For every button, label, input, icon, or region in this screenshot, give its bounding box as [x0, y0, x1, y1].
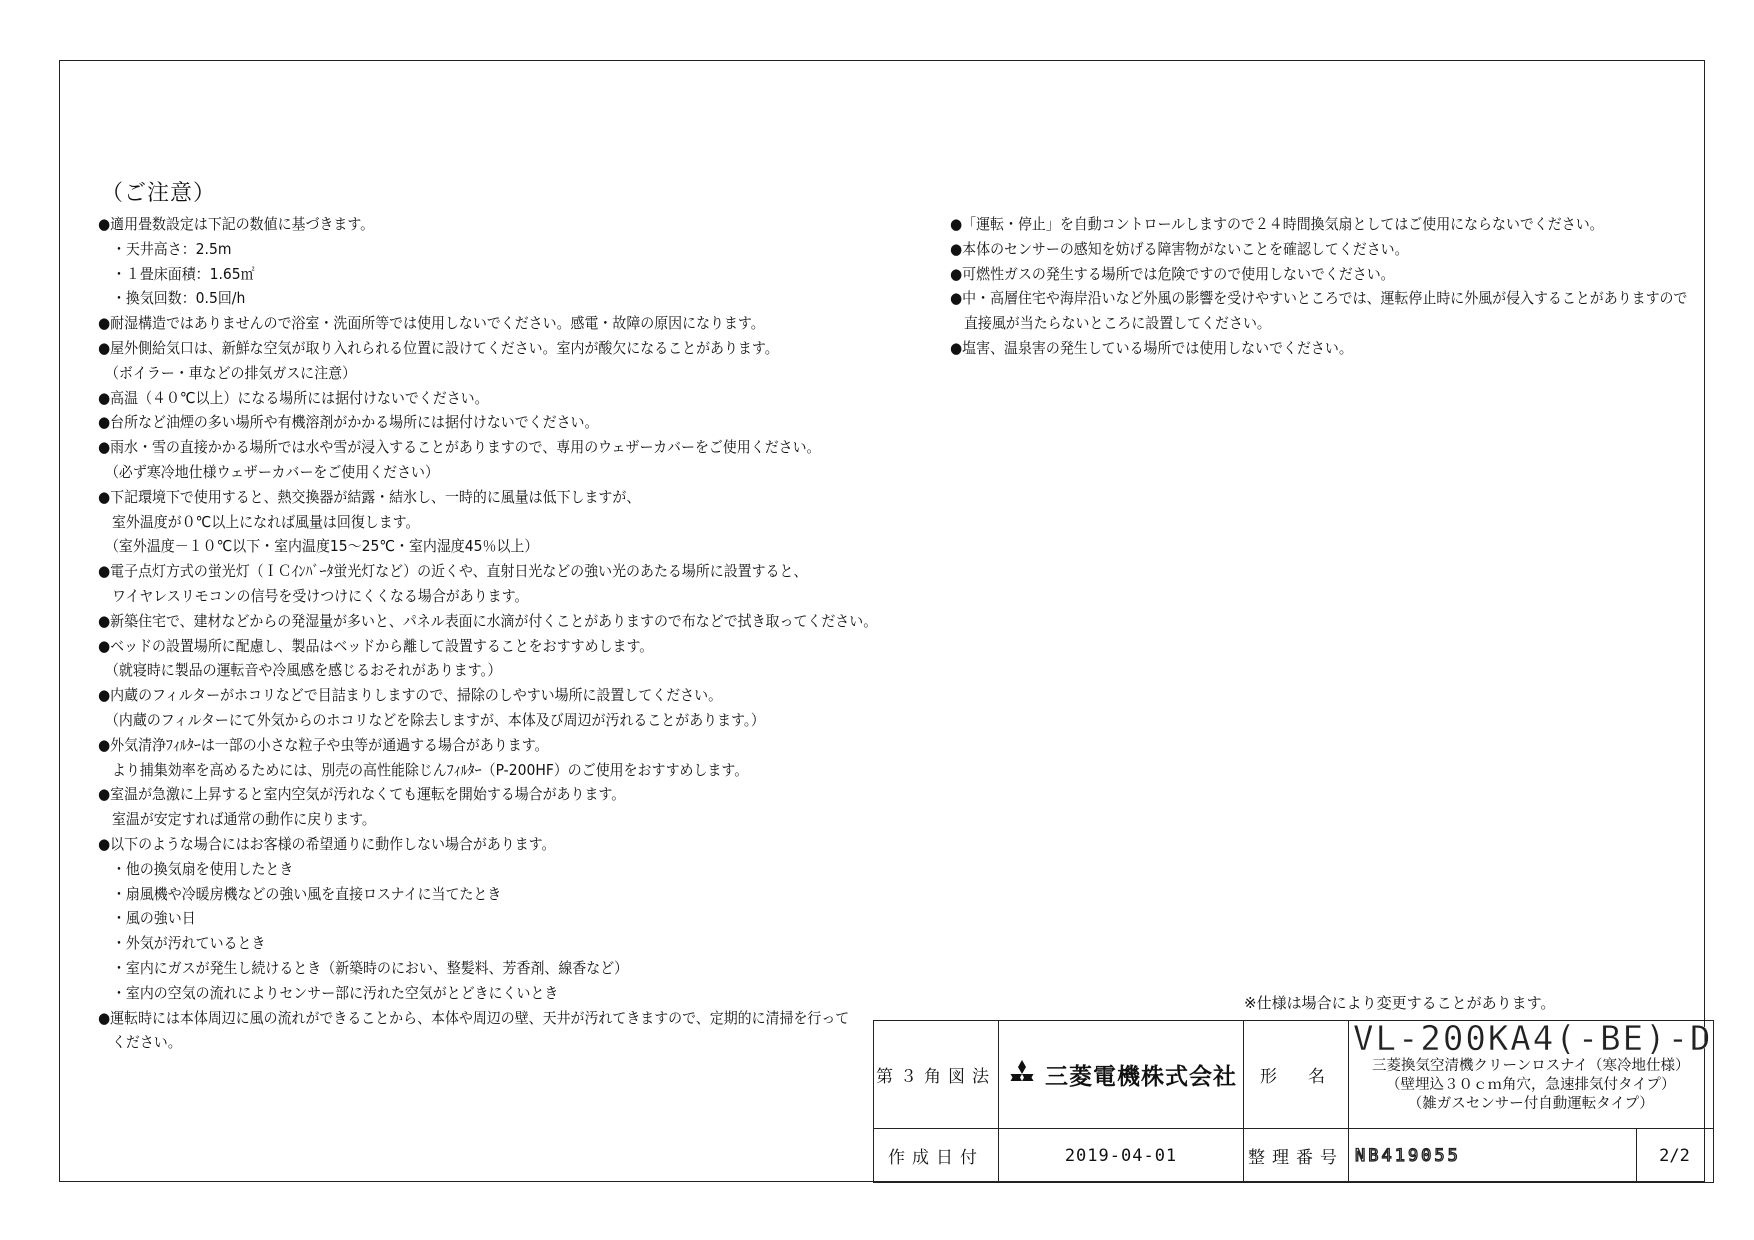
caution-line: ●台所など油煙の多い場所や有機溶剤がかかる場所には据付けないでください。 [98, 413, 599, 432]
caution-line: ・他の換気扇を使用したとき [98, 859, 294, 878]
caution-line: より捕集効率を高めるためには、別売の高性能除じんﾌｨﾙﾀｰ（P-200HF）のご使用をおすすめします。 [98, 760, 749, 779]
caution-line: ●雨水・雪の直接かかる場所では水や雪が浸入することがありますので、専用のウェザーカバーをご使用ください。 [98, 438, 821, 457]
caution-line: 室温が安定すれば通常の動作に戻ります。 [98, 810, 376, 829]
date-label: 作成日付 [874, 1129, 999, 1183]
caution-line: ・１畳床面積：1.65㎡ [98, 264, 255, 283]
mitsubishi-three-diamonds-icon [1005, 1060, 1039, 1090]
caution-line: ワイヤレスリモコンの信号を受けつけにくくなる場合があります。 [98, 586, 529, 605]
model-description-1: 三菱換気空清機クリーンロスナイ（寒冷地仕様） [1372, 1058, 1690, 1074]
sheet-number: 2/2 [1636, 1129, 1713, 1183]
caution-line: （就寝時に製品の運転音や冷風感を感じるおそれがあります。） [98, 661, 502, 680]
caution-line: ●中・高層住宅や海岸沿いなど外風の影響を受けやすいところでは、運転停止時に外風が侵入することがありますので [950, 289, 1688, 308]
caution-line: ・外気が汚れているとき [98, 934, 266, 953]
model-description-3: （雑ガスセンサー付自動運転タイプ） [1407, 1096, 1654, 1112]
caution-list-left [98, 212, 878, 1055]
caution-line: ●外気清浄ﾌｨﾙﾀｰは一部の小さな粒子や虫等が通過する場合があります。 [98, 735, 549, 754]
spec-change-note: ※仕様は場合により変更することがあります。 [1244, 994, 1556, 1012]
projection-method: 第３角図法 [874, 1021, 999, 1129]
caution-line: ●運転時には本体周辺に風の流れができることから、本体や周辺の壁、天井が汚れてきますので、定期的に清掃を行って [98, 1008, 850, 1027]
model-info [1349, 1021, 1714, 1129]
caution-line: ●本体のセンサーの感知を妨げる障害物がないことを確認してください。 [950, 239, 1409, 258]
caution-line: ●耐湿構造ではありませんので浴室・洗面所等では使用しないでください。感電・故障の原因になります。 [98, 314, 765, 333]
caution-line: （室外温度－１０℃以下・室内温度15～25℃・室内湿度45％以上） [98, 537, 539, 556]
caution-line: （内蔵のフィルターにて外気からのホコリなどを除去しますが、本体及び周辺が汚れることがあります。） [98, 710, 765, 729]
drawing-number: NB419055 [1349, 1129, 1637, 1183]
caution-line: ●屋外側給気口は、新鮮な空気が取り入れられる位置に設けてください。室内が酸欠になることがあります。 [98, 338, 779, 357]
caution-line: ●内蔵のフィルターがホコリなどで目詰まりしますので、掃除のしやすい場所に設置してください。 [98, 686, 723, 705]
caution-line: ●新築住宅で、建材などからの発湿量が多いと、パネル表面に水滴が付くことがありますので布などで拭き取ってください。 [98, 611, 878, 630]
caution-line: ●塩害、温泉害の発生している場所では使用しないでください。 [950, 338, 1353, 357]
caution-line: 室外温度が０℃以上になれば風量は回復します。 [98, 512, 420, 531]
caution-line: ●室温が急激に上昇すると室内空気が汚れなくても運転を開始する場合があります。 [98, 785, 626, 804]
caution-line: ・天井高さ：2.5m [98, 239, 232, 258]
caution-line: ・室内の空気の流れによりセンサー部に汚れた空気がとどきにくいとき [98, 983, 559, 1002]
caution-line: （必ず寒冷地仕様ウェザーカバーをご使用ください） [98, 462, 439, 481]
caution-heading: （ご注意） [101, 181, 217, 206]
caution-line: ください。 [98, 1033, 182, 1052]
caution-line: ●ベッドの設置場所に配慮し、製品はベッドから離して設置することをおすすめします。 [98, 636, 654, 655]
caution-line: ・換気回数：0.5回/h [98, 289, 246, 308]
caution-line: ●「運転・停止」を自動コントロールしますので２４時間換気扇としてはご使用にならないでください。 [950, 215, 1604, 233]
caution-line: ●高温（４０℃以上）になる場所には据付けないでください。 [98, 388, 489, 407]
caution-line: ・風の強い日 [98, 909, 196, 928]
caution-list-right [950, 212, 1690, 361]
drawing-number-label: 整理番号 [1244, 1129, 1349, 1183]
caution-line: ●電子点灯方式の蛍光灯（ＩＣｲﾝﾊﾞｰﾀ蛍光灯など）の近くや、直射日光などの強い光のあたる場所に設置すると、 [98, 562, 808, 581]
caution-line: ●下記環境下で使用すると、熱交換器が結露・結氷し、一時的に風量は低下しますが、 [98, 487, 641, 506]
date-value: 2019-04-01 [999, 1129, 1244, 1183]
title-block [873, 1020, 1714, 1183]
model-name: VL-200KA4(-BE)-D [1353, 1020, 1713, 1059]
caution-line: ・扇風機や冷暖房機などの強い風を直接ロスナイに当てたとき [98, 884, 502, 903]
caution-line: ・室内にガスが発生し続けるとき（新築時のにおい、整髪料、芳香剤、線香など） [98, 958, 629, 977]
caution-line: （ボイラー・車などの排気ガスに注意） [98, 363, 357, 382]
company-name: 三菱電機株式会社 [1045, 1064, 1237, 1090]
caution-line: 直接風が当たらないところに設置してください。 [950, 314, 1271, 333]
caution-line: ●可燃性ガスの発生する場所では危険ですので使用しないでください。 [950, 264, 1395, 283]
model-description-2: （壁埋込３０ｃｍ角穴，急速排気付タイプ） [1386, 1077, 1676, 1093]
model-label: 形 名 [1244, 1021, 1349, 1129]
company-logo [999, 1021, 1244, 1129]
caution-line: ●以下のような場合にはお客様の希望通りに動作しない場合があります。 [98, 834, 556, 853]
caution-line: ●適用畳数設定は下記の数値に基づきます。 [98, 215, 375, 233]
